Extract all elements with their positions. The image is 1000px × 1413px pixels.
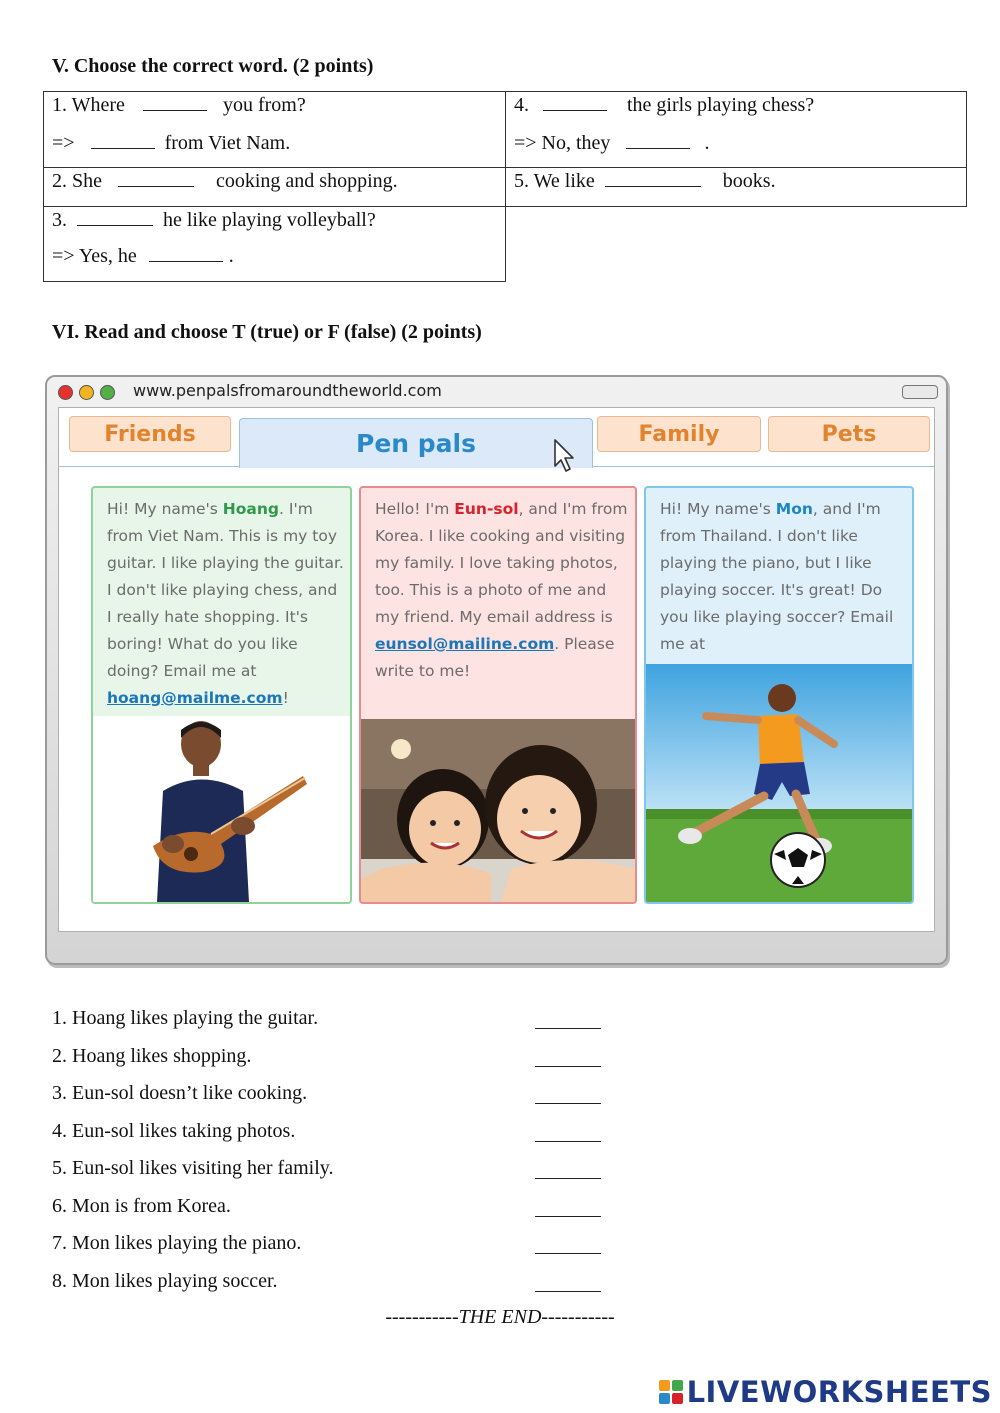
q3-text-a: 3. bbox=[52, 209, 67, 231]
q1-blank-2[interactable] bbox=[91, 132, 155, 149]
q3-blank-1[interactable] bbox=[77, 209, 153, 226]
end-marker bbox=[0, 1306, 1000, 1329]
liveworksheets-logo bbox=[659, 1375, 992, 1409]
exercise-table bbox=[43, 91, 967, 282]
answer-blank-5[interactable] bbox=[535, 1178, 601, 1179]
tab-friends: Friends bbox=[69, 416, 231, 452]
statement-4: 4. Eun-sol likes taking photos. bbox=[52, 1120, 296, 1142]
browser-window bbox=[45, 375, 948, 965]
answer-blank-1[interactable] bbox=[535, 1028, 601, 1029]
answer-blank-7[interactable] bbox=[535, 1253, 601, 1254]
eunsol-text-2: , and I'm from Korea. I like cooking and visiting my family. I love taking photos, too. This is a photo of me and my friend. My email address is bbox=[375, 500, 628, 626]
boy-playing-soccer-photo bbox=[646, 664, 912, 902]
question-1-cell bbox=[43, 91, 506, 168]
q4-text-d: . bbox=[704, 132, 710, 154]
liveworksheets-logo-icon bbox=[659, 1380, 683, 1404]
q1-blank-1[interactable] bbox=[143, 94, 207, 111]
answer-blank-3[interactable] bbox=[535, 1103, 601, 1104]
q2-blank[interactable] bbox=[118, 170, 194, 187]
q2-text-b: cooking and shopping. bbox=[216, 170, 398, 192]
pen-pal-card-mon bbox=[644, 486, 914, 904]
two-girls-photo bbox=[361, 719, 635, 902]
q3-text-d: . bbox=[228, 245, 234, 267]
question-5-cell bbox=[505, 167, 967, 207]
tab-family: Family bbox=[597, 416, 761, 452]
statement-2: 2. Hoang likes shopping. bbox=[52, 1045, 252, 1067]
q4-blank-1[interactable] bbox=[543, 94, 607, 111]
statement-6: 6. Mon is from Korea. bbox=[52, 1195, 231, 1217]
mon-text-1: Hi! My name's bbox=[660, 500, 776, 518]
q1-text-a: 1. Where bbox=[52, 94, 125, 116]
boy-with-guitar-photo bbox=[93, 716, 350, 902]
pen-pal-card-eunsol bbox=[359, 486, 637, 904]
mon-text-2: , and I'm from Thailand. I don't like playing the piano, but I like playing soccer. It's great! Do you like playing soccer? Email me at bbox=[660, 500, 894, 653]
answer-blank-8[interactable] bbox=[535, 1291, 601, 1292]
card-text-hoang bbox=[107, 496, 344, 712]
statement-5: 5. Eun-sol likes visiting her family. bbox=[52, 1157, 334, 1179]
eunsol-text-1: Hello! I'm bbox=[375, 500, 455, 518]
q1-text-c: => bbox=[52, 132, 75, 154]
browser-viewport bbox=[58, 407, 935, 932]
q5-text-b: books. bbox=[722, 170, 776, 192]
eunsol-email-link[interactable]: eunsol@mailine.com bbox=[375, 635, 555, 653]
q3-text-c: => Yes, he bbox=[52, 245, 137, 267]
question-4-cell bbox=[505, 91, 967, 168]
q3-blank-2[interactable] bbox=[149, 245, 223, 262]
cursor-arrow-icon bbox=[553, 438, 575, 474]
section-5-title: V. Choose the correct word. (2 points) bbox=[52, 55, 374, 77]
eunsol-name: Eun-sol bbox=[454, 500, 519, 518]
q3-text-b: he like playing volleyball? bbox=[163, 209, 376, 231]
minimize-dot-icon bbox=[79, 385, 94, 400]
close-dot-icon bbox=[58, 385, 73, 400]
hoang-name: Hoang bbox=[222, 500, 280, 518]
statement-8: 8. Mon likes playing soccer. bbox=[52, 1270, 278, 1292]
q5-text-a: 5. We like bbox=[514, 170, 595, 192]
hoang-text-3: ! bbox=[282, 689, 289, 707]
card-text-mon bbox=[660, 496, 906, 685]
q1-text-b: you from? bbox=[222, 94, 306, 116]
maximize-dot-icon bbox=[100, 385, 115, 400]
q4-blank-2[interactable] bbox=[626, 132, 690, 149]
window-control-icon bbox=[902, 385, 938, 399]
answer-blank-6[interactable] bbox=[535, 1216, 601, 1217]
eunsol-text-3: . Please write to me! bbox=[375, 635, 615, 680]
tab-pen-pals: Pen pals bbox=[239, 418, 593, 468]
card-text-eunsol bbox=[375, 496, 629, 685]
hoang-text-1: Hi! My name's bbox=[107, 500, 223, 518]
statement-3: 3. Eun-sol doesn’t like cooking. bbox=[52, 1082, 308, 1104]
statement-1: 1. Hoang likes playing the guitar. bbox=[52, 1007, 319, 1029]
end-text: -----------THE END----------- bbox=[385, 1306, 615, 1328]
hoang-text-2: . I'm from Viet Nam. This is my toy guitar. I like playing the guitar. I don't like playing chess, and I really hate shopping. It's boring! What do you like doing? Email me at bbox=[107, 500, 344, 680]
q2-text-a: 2. She bbox=[52, 170, 102, 192]
section-6-title: VI. Read and choose T (true) or F (false) (2 points) bbox=[52, 321, 482, 343]
brand-name: LIVEWORKSHEETS bbox=[686, 1375, 992, 1409]
q1-text-d: from Viet Nam. bbox=[164, 132, 291, 154]
question-2-cell bbox=[43, 167, 506, 207]
answer-blank-4[interactable] bbox=[535, 1141, 601, 1142]
q4-text-c: => No, they bbox=[514, 132, 611, 154]
pen-pal-card-hoang bbox=[91, 486, 352, 904]
question-3-cell bbox=[43, 206, 506, 282]
url-bar: www.penpalsfromaroundtheworld.com bbox=[133, 381, 442, 400]
answer-blank-2[interactable] bbox=[535, 1066, 601, 1067]
statement-7: 7. Mon likes playing the piano. bbox=[52, 1232, 302, 1254]
q4-text-b: the girls playing chess? bbox=[627, 94, 815, 116]
mon-name: Mon bbox=[775, 500, 813, 518]
tab-pets: Pets bbox=[768, 416, 930, 452]
q5-blank[interactable] bbox=[605, 170, 701, 187]
q4-text-a: 4. bbox=[514, 94, 529, 116]
hoang-email-link[interactable]: hoang@mailme.com bbox=[107, 689, 283, 707]
